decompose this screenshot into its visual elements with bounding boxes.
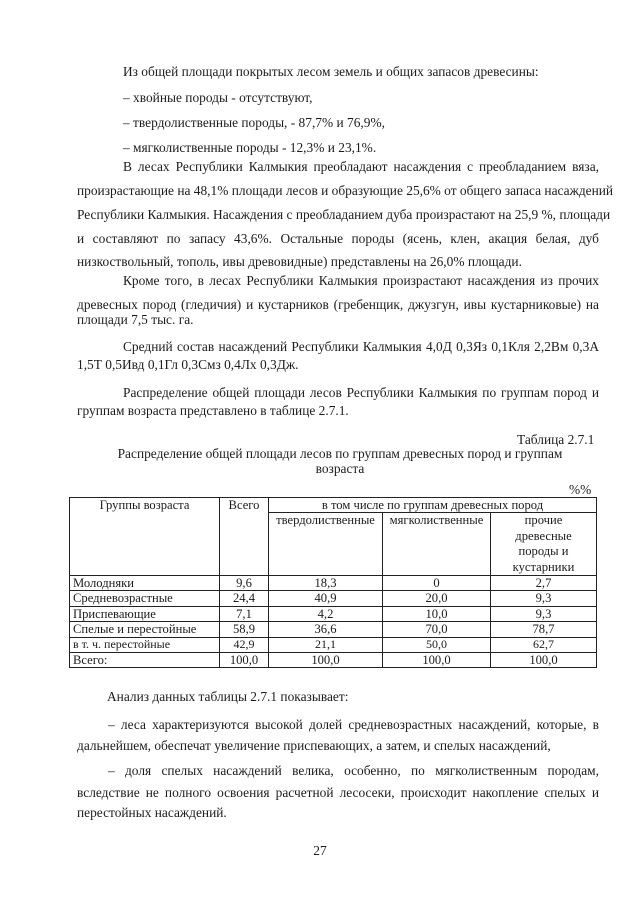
cell-other: 9,3	[491, 606, 597, 621]
cell-other: 78,7	[491, 622, 597, 637]
cell-total: 100,0	[220, 652, 269, 667]
page-number: 27	[313, 843, 327, 858]
header-other-line: прочие	[524, 513, 563, 528]
header-other-line: породы и	[518, 544, 569, 559]
cell-group: Спелые и перестойные	[70, 622, 220, 637]
header-including-groups: в том числе по группам древесных пород	[269, 498, 597, 513]
cell-group: Приспевающие	[70, 606, 220, 621]
cell-other: 100,0	[491, 652, 597, 667]
paragraph-1-line: низкоствольный, тополь, ивы древовидные) представлены на 26,0% площади.	[77, 254, 522, 269]
cell-hardwood: 4,2	[269, 606, 383, 621]
cell-hardwood: 40,9	[269, 591, 383, 606]
paragraph-3-line: Средний состав насаждений Республики Калмыкия 4,0Д 0,3Яз 0,1Кля 2,2Вм 0,3А	[123, 339, 599, 354]
table-caption: Распределение общей площади лесов по группам древесных пород и группам	[117, 446, 563, 461]
analysis-item-2-line: перестойных насаждений.	[77, 805, 227, 820]
intro-line: Из общей площади покрытых лесом земель и общих запасов древесины:	[123, 64, 539, 79]
table-caption: возраста	[315, 461, 365, 476]
header-hardwood: твердолиственные	[269, 513, 383, 575]
cell-total: 42,9	[220, 637, 269, 652]
cell-softwood: 0	[383, 575, 491, 590]
analysis-item-2-line: вследствие не полного освоения расчетной лесосеки, происходит накопление спелых и	[77, 785, 599, 800]
table-row	[70, 606, 597, 621]
header-other	[491, 513, 597, 575]
cell-total: 9,6	[220, 575, 269, 590]
paragraph-2-line: Кроме того, в лесах Республики Калмыкия произрастают насаждения из прочих	[123, 273, 599, 288]
cell-hardwood: 18,3	[269, 575, 383, 590]
paragraph-2-line: древесных пород (гледичия) и кустарников (гребенщик, джузгун, ивы кустарниковые) на	[77, 297, 599, 312]
cell-other: 2,7	[491, 575, 597, 590]
intro-list-item-softwood: – мягколиственные породы - 12,3% и 23,1%.	[123, 140, 377, 155]
header-softwood: мягколиственные	[383, 513, 491, 575]
table-row	[70, 575, 597, 590]
header-other-line: кустарники	[512, 559, 575, 574]
cell-total: 58,9	[220, 622, 269, 637]
cell-softwood: 20,0	[383, 591, 491, 606]
cell-hardwood: 36,6	[269, 622, 383, 637]
cell-group: в т. ч. перестойные	[70, 637, 220, 652]
table-row	[70, 622, 597, 637]
table-row	[70, 652, 597, 667]
cell-hardwood: 100,0	[269, 652, 383, 667]
paragraph-4-line: группам возраста представлено в таблице 2.7.1.	[77, 403, 349, 418]
cell-other: 9,3	[491, 591, 597, 606]
age-distribution-table	[69, 497, 597, 668]
table-row	[70, 637, 597, 652]
cell-total: 24,4	[220, 591, 269, 606]
paragraph-2-line: площади 7,5 тыс. га.	[77, 312, 194, 327]
intro-list-item-hardwood: – твердолиственные породы, - 87,7% и 76,9%,	[123, 115, 385, 130]
analysis-item-1-line: дальнейшем, обеспечат увеличение приспевающих, а затем, и спелых насаждений,	[77, 738, 551, 753]
cell-group: Средневозрастные	[70, 591, 220, 606]
header-other-line: древесные	[515, 528, 572, 543]
cell-softwood: 50,0	[383, 637, 491, 652]
table-unit: %%	[569, 482, 592, 497]
cell-softwood: 100,0	[383, 652, 491, 667]
cell-softwood: 10,0	[383, 606, 491, 621]
header-total: Всего	[220, 498, 269, 576]
cell-hardwood: 21,1	[269, 637, 383, 652]
intro-list-item-conifers: – хвойные породы - отсутствуют,	[123, 90, 313, 105]
paragraph-1-line: и составляют по запасу 43,6%. Остальные породы (ясень, клен, акация белая, дуб	[77, 231, 599, 246]
table-row	[70, 591, 597, 606]
paragraph-3-line: 1,5Т 0,5Ивд 0,1Гл 0,3Смз 0,4Лх 0,3Дж.	[77, 357, 299, 372]
header-age-groups: Группы возраста	[70, 498, 220, 576]
analysis-item-1-line: – леса характеризуются высокой долей средневозрастных насаждений, которые, в	[108, 717, 599, 732]
analysis-intro: Анализ данных таблицы 2.7.1 показывает:	[107, 689, 349, 704]
cell-group: Молодняки	[70, 575, 220, 590]
cell-other: 62,7	[491, 637, 597, 652]
table-number: Таблица 2.7.1	[517, 432, 595, 447]
paragraph-1-line: В лесах Республики Калмыкия преобладают насаждения с преобладанием вяза,	[123, 159, 599, 174]
paragraph-1-line: произрастающие на 48,1% площади лесов и образующие 25,6% от общего запаса насаждений	[77, 183, 614, 198]
paragraph-1-line: Республики Калмыкия. Насаждения с преобладанием дуба произрастают на 25,9 %, площади	[77, 207, 611, 222]
analysis-item-2-line: – доля спелых насаждений велика, особенно, по мягколиственным породам,	[108, 763, 599, 778]
cell-total: 7,1	[220, 606, 269, 621]
paragraph-4-line: Распределение общей площади лесов Республики Калмыкия по группам пород и	[123, 385, 599, 400]
cell-group: Всего:	[70, 652, 220, 667]
cell-softwood: 70,0	[383, 622, 491, 637]
